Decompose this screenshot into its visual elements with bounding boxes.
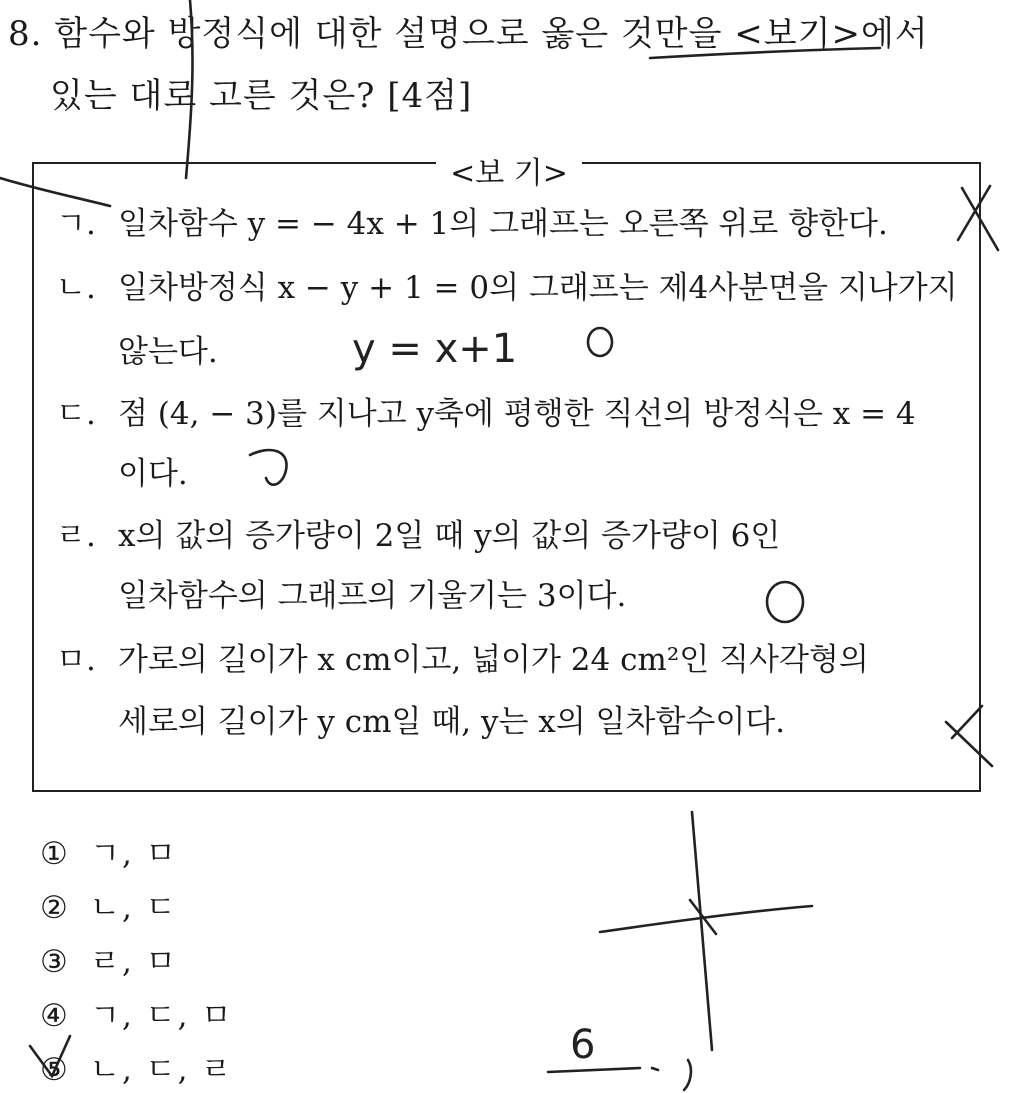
item-marker: ㅁ. [56, 642, 96, 678]
item-text: 일차방정식 x − y + 1 = 0의 그래프는 제4사분면을 지나가지 [118, 270, 958, 306]
item-marker: ㄷ. [56, 396, 96, 432]
item-text: 일차함수 y = − 4x + 1의 그래프는 오른쪽 위로 향한다. [118, 206, 888, 242]
item-mieum-line2: 세로의 길이가 y cm일 때, y는 x의 일차함수이다. [118, 704, 786, 740]
answer-option-1[interactable] [40, 828, 178, 873]
fraction-bar-stroke [548, 1068, 640, 1072]
item-nieun [56, 262, 958, 307]
item-text: 점 (4, − 3)를 지나고 y축에 평행한 직선의 방정식은 x = 4 [118, 396, 916, 432]
item-nieun-line2: 않는다. [118, 334, 218, 370]
option-number: ① [40, 836, 70, 872]
option-number: ② [40, 890, 70, 926]
option-number: ③ [40, 944, 70, 980]
option-text: ㄴ, ㄷ [90, 890, 178, 926]
horizontal-axis-stroke [600, 906, 812, 932]
handwritten-fraction-numerator: 6 [570, 1022, 596, 1068]
option-text: ㄱ, ㅁ [90, 836, 178, 872]
question-line-1: 8. 함수와 방정식에 대한 설명으로 옳은 것만을 <보기>에서 [8, 14, 929, 54]
vertical-axis-stroke [692, 812, 712, 1050]
option-number: ④ [40, 998, 70, 1034]
example-box-title: <보 기> [0, 148, 1018, 192]
item-text: x의 값의 증가량이 2일 때 y의 값의 증가량이 6인 [118, 518, 781, 554]
option-text: ㄴ, ㄷ, ㄹ [90, 1052, 234, 1088]
item-digeut [56, 388, 916, 433]
item-marker: ㄴ. [56, 270, 96, 306]
axis-tick-stroke [690, 900, 716, 934]
answer-option-4[interactable] [40, 990, 233, 1035]
option-text: ㄹ, ㅁ [90, 944, 178, 980]
question-line-2: 있는 대로 고른 것은? [4점] [50, 76, 473, 116]
handwritten-equation: y = x+1 [352, 326, 518, 372]
item-digeut-line2: 이다. [118, 456, 188, 492]
item-marker: ㄱ. [56, 206, 96, 242]
option-number: ⑤ [40, 1052, 70, 1088]
item-rieul-line2: 일차함수의 그래프의 기울기는 3이다. [118, 578, 627, 614]
item-mieum [56, 634, 869, 679]
answer-option-3[interactable] [40, 936, 178, 981]
fraction-extra-marks [652, 1060, 691, 1090]
answer-option-2[interactable] [40, 882, 178, 927]
item-rieul [56, 510, 780, 555]
item-text: 가로의 길이가 x cm이고, 넓이가 24 cm²인 직사각형의 [118, 642, 869, 678]
answer-option-5[interactable] [40, 1044, 233, 1089]
item-giyeok [56, 198, 888, 243]
item-marker: ㄹ. [56, 518, 96, 554]
option-text: ㄱ, ㄷ, ㅁ [90, 998, 234, 1034]
